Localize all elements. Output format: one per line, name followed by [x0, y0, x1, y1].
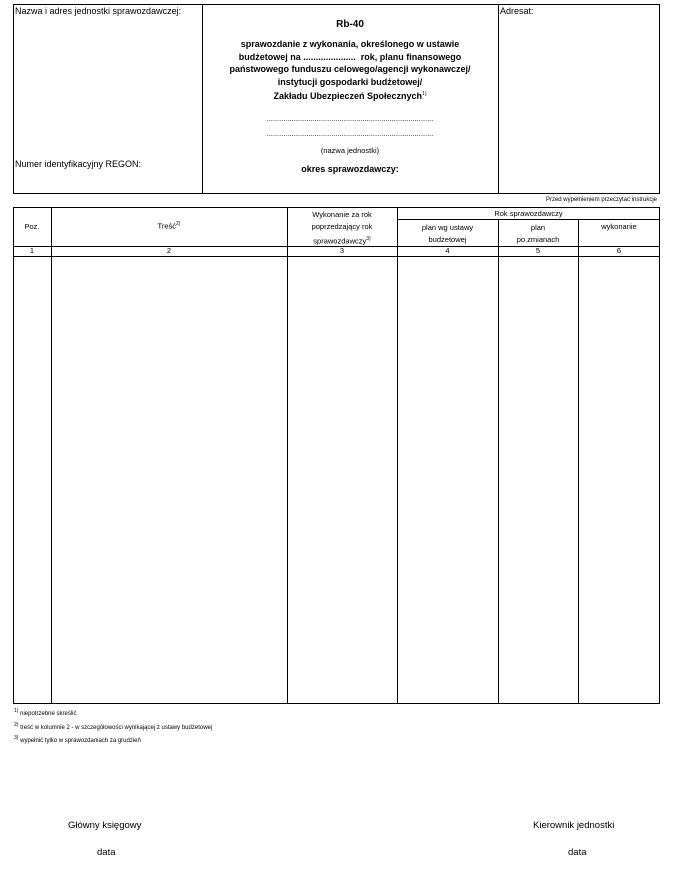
footnote-1-mark: 1): [14, 708, 19, 714]
footnote-3-text: wypełnić tylko w sprawozdaniach za grudzień: [20, 738, 141, 744]
chief-accountant-date: data: [97, 847, 116, 858]
col-number-6: 6: [616, 246, 622, 255]
chief-accountant-label: Główny księgowy: [68, 820, 142, 831]
footnote-2-mark: 2): [14, 722, 19, 728]
footnote-1: [14, 708, 77, 717]
addressee-label: Adresat:: [500, 6, 534, 16]
col-line-2: [287, 207, 288, 704]
col-line-4: [498, 219, 499, 704]
main-table: [13, 207, 660, 704]
col-number-2: 2: [166, 246, 172, 255]
regon-label: Numer identyfikacyjny REGON:: [15, 159, 142, 169]
col-plan-changes-line-1: plan: [530, 223, 546, 232]
number-row-line: [13, 256, 660, 257]
col-prev-line-1: Wykonanie za rok: [312, 210, 372, 219]
group-header-reporting-year: Rok sprawozdawczy: [494, 209, 563, 218]
col-number-1: 1: [29, 246, 35, 255]
title-footnote-mark: 1): [422, 91, 427, 98]
col-number-4: 4: [445, 246, 450, 255]
title-line-1: sprawozdanie z wykonania, określonego w ustawie: [240, 39, 460, 49]
footnote-2-text: treść w kolumnie 2 - w szczegółowości wynikającej z ustawy budżetowej: [20, 725, 213, 731]
unit-name-dots-2: ................................................................................: [266, 129, 434, 138]
col-header-tresc-mark: 2): [176, 221, 181, 227]
col-plan-line-1: plan wg ustawy: [421, 223, 474, 232]
title-line-3: państwowego funduszu celowego/agencji wykonawczej/: [229, 64, 471, 75]
col-line-5: [578, 219, 579, 704]
group-header-line: [397, 219, 660, 220]
col-header-plan: [397, 222, 498, 246]
col-line-3: [397, 207, 398, 704]
col-line-1: [51, 207, 52, 704]
reporting-unit-label: Nazwa i adres jednostki sprawozdawczej:: [15, 6, 182, 16]
reporting-period-label: okres sprawozdawczy:: [301, 164, 399, 174]
footnote-3: [14, 735, 141, 744]
col-prev-line-3: sprawozdawczy: [313, 236, 367, 246]
footnote-2: [14, 722, 212, 731]
unit-head-date: data: [568, 847, 587, 858]
col-header-tresc-label: Treść: [157, 221, 177, 231]
title-line-2: budżetowej na ..................... rok, planu finansowego: [238, 51, 462, 62]
col-header-execution: wykonanie: [601, 222, 637, 231]
col-plan-changes-line-2: po zmianach: [516, 235, 560, 244]
form-code: Rb-40: [336, 19, 364, 30]
unit-name-caption: (nazwa jednostki): [320, 146, 380, 155]
title-line-5: Zakładu Ubezpieczeń Społecznych: [273, 91, 423, 102]
unit-name-dots-1: ................................................................................: [266, 114, 434, 123]
footnote-3-mark: 3): [14, 735, 19, 741]
col-header-poz: Poz.: [24, 222, 40, 231]
col-header-plan-changes: [498, 222, 578, 246]
form-title: [202, 38, 498, 103]
col-number-5: 5: [535, 246, 541, 255]
header-divider-right: [498, 4, 499, 194]
col-plan-line-2: budżetowej: [428, 235, 467, 244]
col-prev-line-2: poprzedzający rok: [311, 222, 373, 231]
footnote-1-text: niepotrzebne skreślić: [20, 711, 77, 717]
col-header-prev-year: [287, 209, 397, 248]
title-line-4: instytucji gospodarki budżetowej/: [277, 76, 423, 87]
col-number-3: 3: [339, 246, 345, 255]
col-prev-mark: 3): [366, 236, 371, 242]
col-header-tresc: [51, 221, 287, 231]
unit-head-label: Kierownik jednostki: [533, 820, 615, 831]
instruction-note: Przed wypełnieniem przeczytać instrukcje: [545, 197, 657, 203]
